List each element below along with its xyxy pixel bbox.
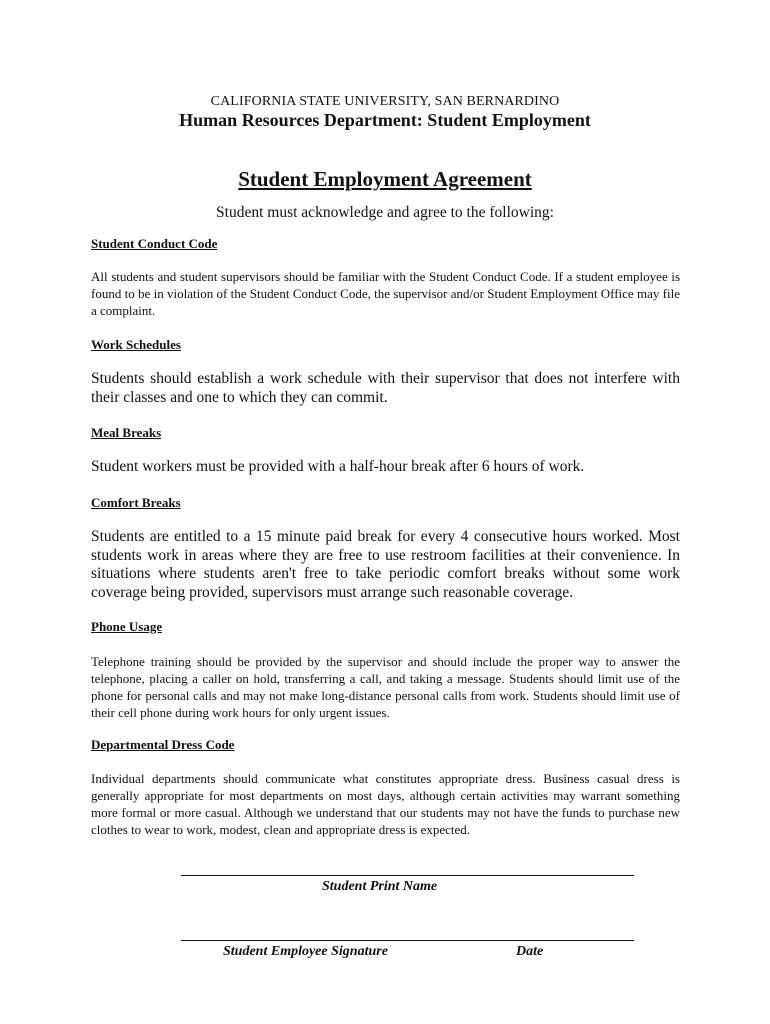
section-heading-conduct-code: Student Conduct Code bbox=[91, 236, 218, 251]
print-name-label: Student Print Name bbox=[322, 879, 438, 894]
print-name-line[interactable] bbox=[181, 875, 634, 876]
section-heading-dress-code: Departmental Dress Code bbox=[91, 737, 235, 752]
section-text-work-schedules: Students should establish a work schedule with their supervisor that does not interfere with their classes and one to which they can commit. bbox=[91, 370, 680, 406]
department-name: Human Resources Department: Student Employment bbox=[179, 110, 591, 130]
signature-label: Student Employee Signature bbox=[223, 944, 388, 959]
signature-line[interactable] bbox=[181, 940, 634, 941]
section-text-meal-breaks: Student workers must be provided with a half-hour break after 6 hours of work. bbox=[91, 458, 585, 475]
section-text-dress-code: Individual departments should communicate what constitutes appropriate dress. Business casual dress is generally appropriate for most departments on most days, although certain activities may warrant something more formal or more casual. Although we understand that our students may not have the funds to purchase new clothes to wear to work, modest, clean and appropriate dress is expected. bbox=[91, 771, 680, 837]
section-heading-comfort-breaks: Comfort Breaks bbox=[91, 495, 181, 510]
section-text-conduct-code: All students and student supervisors should be familiar with the Student Conduct Code. If a student employee is found to be in violation of the Student Conduct Code, the supervisor and/or Student Employment Office may file a complaint. bbox=[91, 269, 680, 318]
document-title: Student Employment Agreement bbox=[238, 167, 532, 191]
university-name: CALIFORNIA STATE UNIVERSITY, SAN BERNARDINO bbox=[210, 94, 560, 109]
section-text-phone-usage: Telephone training should be provided by the supervisor and should include the proper way to answer the telephone, placing a caller on hold, transferring a call, and taking a message. Students should limit use of the phone for personal calls and may not make long-distance personal calls from work. Students should limit use of their cell phone during work hours for only urgent issues. bbox=[91, 654, 680, 720]
section-heading-meal-breaks: Meal Breaks bbox=[91, 425, 162, 440]
date-label: Date bbox=[516, 944, 544, 959]
section-heading-phone-usage: Phone Usage bbox=[91, 619, 163, 634]
section-text-comfort-breaks: Students are entitled to a 15 minute paid break for every 4 consecutive hours worked. Most students work in areas where they are free to use restroom facilities at their convenience. In situations where students aren't free to take periodic comfort breaks without some work coverage being provided, supervisors must arrange such reasonable coverage. bbox=[91, 528, 680, 601]
document-intro: Student must acknowledge and agree to the following: bbox=[216, 204, 554, 221]
section-heading-work-schedules: Work Schedules bbox=[91, 337, 181, 352]
